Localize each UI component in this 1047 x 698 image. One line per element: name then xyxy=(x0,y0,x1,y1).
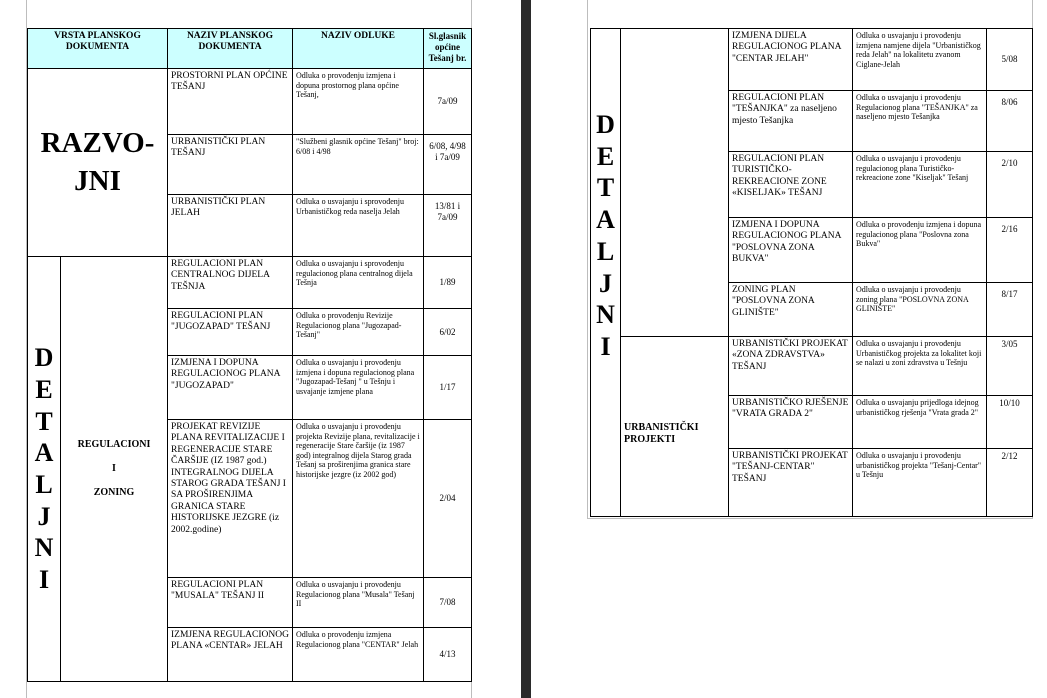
gazette-number: 4/13 xyxy=(424,628,472,682)
document-page-right[interactable] xyxy=(587,0,1033,519)
plan-name: URBANISTIČKO RJEŠENJE "VRATA GRADA 2" xyxy=(729,396,853,449)
page-separator xyxy=(521,0,531,698)
gazette-number: 3/05 xyxy=(987,337,1033,396)
decision-name: Odluka o usvajanju i provođenju urbanističkog projekta "Tešanj-Centar" u Tešnju xyxy=(853,449,987,517)
category-regulacioni-zoning xyxy=(61,257,168,682)
detaljni-letter: I xyxy=(38,565,50,595)
plan-name: REGULACIONI PLAN "TEŠANJKA" za naseljeno mjesto Tešanjka xyxy=(729,91,853,152)
gazette-number: 7a/09 xyxy=(424,69,472,135)
regulacioni-line-3: ZONING xyxy=(93,487,135,498)
gazette-number: 2/16 xyxy=(987,218,1033,283)
gazette-number: 5/08 xyxy=(987,29,1033,91)
plan-name: REGULACIONI PLAN "JUGOZAPAD" TEŠANJ xyxy=(168,309,293,356)
header-glasnik: Sl.glasnik općine Tešanj br. xyxy=(424,29,472,69)
detaljni-letter: J xyxy=(37,501,51,531)
decision-name: Odluka o usvajanju i provođenju Urbanističkog projekta za lokalitet koji se nalazi u zoni zdravstva u Tešnju xyxy=(853,337,987,396)
header-naziv-plana: NAZIV PLANSKOG DOKUMENTA xyxy=(168,29,293,69)
left-plan-table xyxy=(27,28,472,682)
category-urbanisticki-projekti: URBANISTIČKI PROJEKTI xyxy=(621,337,729,517)
decision-name: Odluka o usvajanju i provođenju regulacionog plana Turističko-rekreacione zone "Kiseljak" Tešanj xyxy=(853,152,987,218)
decision-name: Odluka o usvajanju i provođenju izmjena i dopuna regulacionog plana "Jugozapad-Tešanj " u Tešnju i usvajanje izmjene plana xyxy=(293,356,424,420)
plan-name: IZMJENA I DOPUNA REGULACIONOG PLANA "POSLOVNA ZONA BUKVA" xyxy=(729,218,853,283)
decision-name: Odluka o usvajanju i provođenju zoning plana "POSLOVNA ZONA GLINIŠTE" xyxy=(853,283,987,337)
detaljni-letter: N xyxy=(596,300,615,330)
decision-name: Odluka o provođenju izmjena Regulacionog plana "CENTAR" Jelah xyxy=(293,628,424,682)
plan-name: PROJEKAT REVIZIJE PLANA REVITALIZACIJE I REGENERACIJE STARE ČARŠIJE (IZ 1987 god.) INTEGRALNOG DIJELA STAROG GRADA TEŠANJ I SA PROŠIRENJIMA GRANICA STARE HISTORIJSKE JEZGRE (iz 2002.godine) xyxy=(168,420,293,578)
plan-name: PROSTORNI PLAN OPĆINE TEŠANJ xyxy=(168,69,293,135)
subcategory-empty xyxy=(621,29,729,337)
gazette-number: 1/89 xyxy=(424,257,472,309)
category-razvojni xyxy=(28,69,168,257)
plan-name: REGULACIONI PLAN CENTRALNOG DIJELA TEŠNJA xyxy=(168,257,293,309)
table-row xyxy=(28,257,472,309)
table-row xyxy=(28,69,472,135)
gazette-number: 6/08, 4/98 i 7a/09 xyxy=(424,135,472,195)
gazette-number: 2/10 xyxy=(987,152,1033,218)
gazette-number: 2/12 xyxy=(987,449,1033,517)
plan-name: IZMJENA DIJELA REGULACIONOG PLANA "CENTAR JELAH" xyxy=(729,29,853,91)
gazette-number: 10/10 xyxy=(987,396,1033,449)
detaljni-letter: E xyxy=(35,374,53,404)
plan-name: REGULACIONI PLAN "MUSALA" TEŠANJ II xyxy=(168,578,293,628)
regulacioni-line-2: I xyxy=(112,463,116,474)
plan-name: ZONING PLAN "POSLOVNA ZONA GLINIŠTE" xyxy=(729,283,853,337)
decision-name: Odluka o usvajanju i provođenju Regulacionog plana "Musala" Tešanj II xyxy=(293,578,424,628)
plan-name: IZMJENA REGULACIONOG PLANA «CENTAR» JELAH xyxy=(168,628,293,682)
gazette-number: 7/08 xyxy=(424,578,472,628)
gazette-number: 6/02 xyxy=(424,309,472,356)
plan-name: URBANISTIČKI PLAN JELAH xyxy=(168,195,293,257)
plan-name: REGULACIONI PLAN TURISTIČKO-REKREACIONE ZONE «KISELJAK» TEŠANJ xyxy=(729,152,853,218)
plan-name: URBANISTIČKI PROJEKAT «ZONA ZDRAVSTVA» TEŠANJ xyxy=(729,337,853,396)
razvojni-line-2: JNI xyxy=(74,164,121,197)
detaljni-letter: I xyxy=(600,332,611,362)
gazette-number: 2/04 xyxy=(424,420,472,578)
category-detaljni xyxy=(28,257,61,682)
decision-name: Odluka o provođenju izmjena i dopuna prostornog plana općine Tešanj, xyxy=(293,69,424,135)
detaljni-letter: N xyxy=(34,533,54,563)
gazette-number: 13/81 i 7a/09 xyxy=(424,195,472,257)
decision-name: Odluka o usvajanju i sprovođenju regulacionog plana centralnog dijela Tešnja xyxy=(293,257,424,309)
table-row xyxy=(591,29,1033,91)
decision-name: Odluka o usvajanju i sprovođenju Urbanističkog reda naselja Jelah xyxy=(293,195,424,257)
decision-name: Odluka o usvajanju i provođenju Regulacionog plana "TEŠANJKA" za naseljeno mjesto Tešanjka xyxy=(853,91,987,152)
detaljni-letter: A xyxy=(34,438,54,468)
regulacioni-line-1: REGULACIONI xyxy=(77,439,151,450)
decision-name: "Službeni glasnik općine Tešanj" broj: 6/08 i 4/98 xyxy=(293,135,424,195)
decision-name: Odluka o provođenju Revizije Regulacionog plana "Jugozapad-Tešanj" xyxy=(293,309,424,356)
category-detaljni xyxy=(591,29,621,517)
detaljni-letter: T xyxy=(35,406,53,436)
document-page-left[interactable] xyxy=(26,0,472,698)
detaljni-letter: D xyxy=(34,343,54,373)
plan-name: URBANISTIČKI PLAN TEŠANJ xyxy=(168,135,293,195)
gazette-number: 1/17 xyxy=(424,356,472,420)
detaljni-letter: J xyxy=(599,268,612,298)
plan-name: IZMJENA I DOPUNA REGULACIONOG PLANA "JUGOZAPAD" xyxy=(168,356,293,420)
detaljni-letter: E xyxy=(596,141,615,171)
detaljni-letter: A xyxy=(596,205,615,235)
detaljni-letter: L xyxy=(35,470,53,499)
decision-name: Odluka o provođenju izmjena i dopuna regulacionog plana "Poslovna zona Bukva" xyxy=(853,218,987,283)
detaljni-letter: D xyxy=(596,110,615,139)
header-vrsta: VRSTA PLANSKOG DOKUMENTA xyxy=(28,29,168,69)
decision-name: Odluka o usvajanju i provođenju izmjena namjene dijela "Urbanističkog reda Jelah" na lokalitetu zvanom Ciglane-Jelah xyxy=(853,29,987,91)
header-row xyxy=(28,29,472,69)
decision-name: Odluka o usvajanju prijedloga idejnog urbanističkog rješenja "Vrata grada 2" xyxy=(853,396,987,449)
table-row xyxy=(591,337,1033,396)
right-plan-table xyxy=(590,28,1033,517)
plan-name: URBANISTIČKI PROJEKAT "TEŠANJ-CENTAR" TEŠANJ xyxy=(729,449,853,517)
decision-name: Odluka o usvajanju i provođenju projekta Revizije plana, revitalizacije i regeneracije Stare čaršije (iz 1987 god) integralnog dijela Starog grada Tešanj sa proširenjima granica stare historijske jezgre (iz 2002 god) xyxy=(293,420,424,578)
razvojni-line-1: RAZVO- xyxy=(40,126,155,159)
detaljni-letter: T xyxy=(596,173,615,203)
gazette-number: 8/17 xyxy=(987,283,1033,337)
gazette-number: 8/06 xyxy=(987,91,1033,152)
header-naziv-odluke: NAZIV ODLUKE xyxy=(293,29,424,69)
detaljni-letter: L xyxy=(596,236,615,266)
